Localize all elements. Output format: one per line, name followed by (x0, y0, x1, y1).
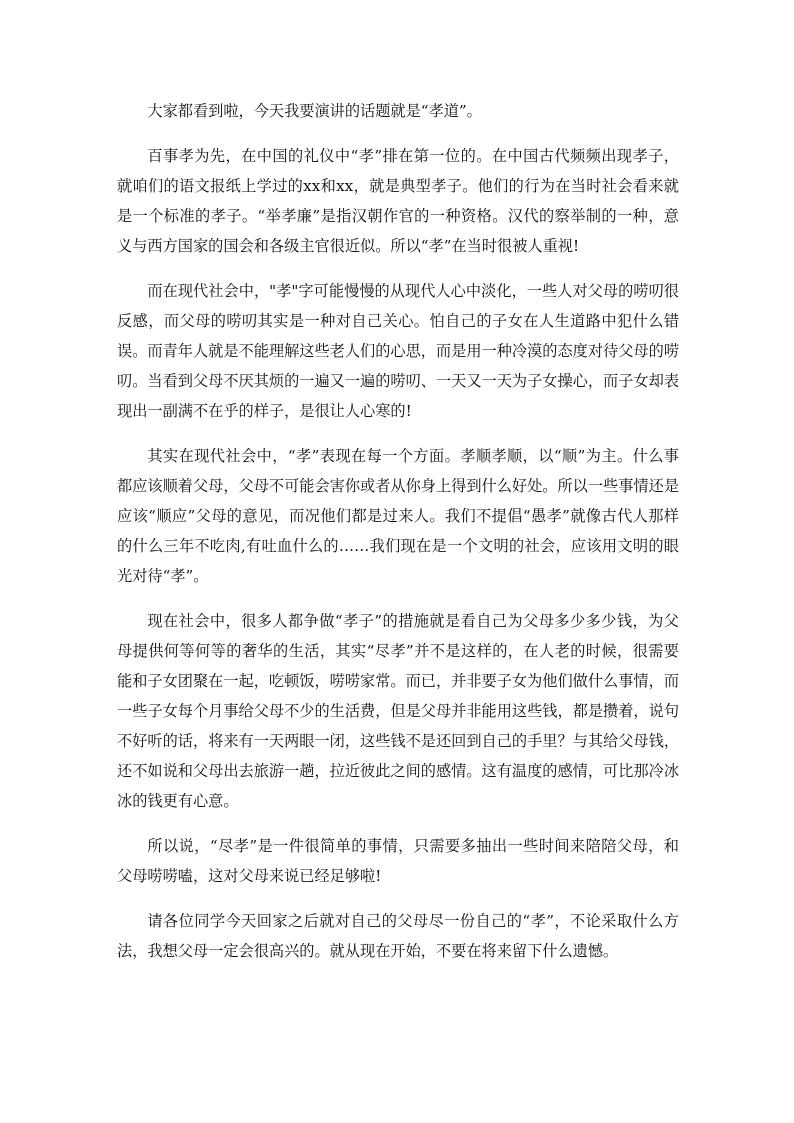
paragraph-2: 百事孝为先，在中国的礼仪中“孝”排在第一位的。在中国古代频频出现孝子，就咱们的语文报纸上学过的xx和xx，就是典型孝子。他们的行为在当时社会看来就是一个标准的孝子。“举孝廉”是指汉朝作官的一种资格。汉代的察举制的一种，意义与西方国家的国会和各级主官很近似。所以“孝”在当时很被人重视! (117, 147, 679, 255)
paragraph-4: 其实在现代社会中，“孝”表现在每一个方面。孝顺孝顺，以“顺”为主。什么事都应该顺着父母，父母不可能会害你或者从你身上得到什么好处。所以一些事情还是应该“顺应”父母的意见，而况他们都是过来人。我们不提倡“愚孝”就像古代人那样的什么三年不吃肉,有吐血什么的……我们现在是一个文明的社会，应该用文明的眼光对待“孝”。 (117, 447, 679, 585)
paragraph-6: 所以说，“尽孝”是一件很简单的事情，只需要多抽出一些时间来陪陪父母，和父母唠唠嗑，这对父母来说已经足够啦! (117, 837, 679, 885)
document-body (117, 96, 679, 966)
paragraph-7: 请各位同学今天回家之后就对自己的父母尽一份自己的“孝”，不论采取什么方法，我想父母一定会很高兴的。就从现在开始，不要在将来留下什么遗憾。 (117, 912, 679, 960)
paragraph-5: 现在社会中，很多人都争做“孝子”的措施就是看自己为父母多少多少钱，为父母提供何等何等的奢华的生活，其实“尽孝”并不是这样的，在人老的时候，很需要能和子女团聚在一起，吃顿饭，唠唠家常。而已，并非要子女为他们做什么事情，而一些子女每个月事给父母不少的生活费，但是父母并非能用这些钱，都是攒着，说句不好听的话，将来有一天两眼一闭，这些钱不是还回到自己的手里？与其给父母钱，还不如说和父母出去旅游一趟，拉近彼此之间的感情。这有温度的感情，可比那冷冰冰的钱更有心意。 (117, 612, 679, 810)
paragraph-3: 而在现代社会中，"孝"字可能慢慢的从现代人心中淡化，一些人对父母的唠叨很反感，而父母的唠叨其实是一种对自己关心。怕自己的子女在人生道路中犯什么错误。而青年人就是不能理解这些老人们的心思，而是用一种冷漠的态度对待父母的唠叨。当看到父母不厌其烦的一遍又一遍的唠叨、一天又一天为子女操心，而子女却表现出一副满不在乎的样子，是很让人心寒的! (117, 282, 679, 420)
paragraph-1: 大家都看到啦，今天我要演讲的话题就是“孝道”。 (147, 102, 482, 120)
